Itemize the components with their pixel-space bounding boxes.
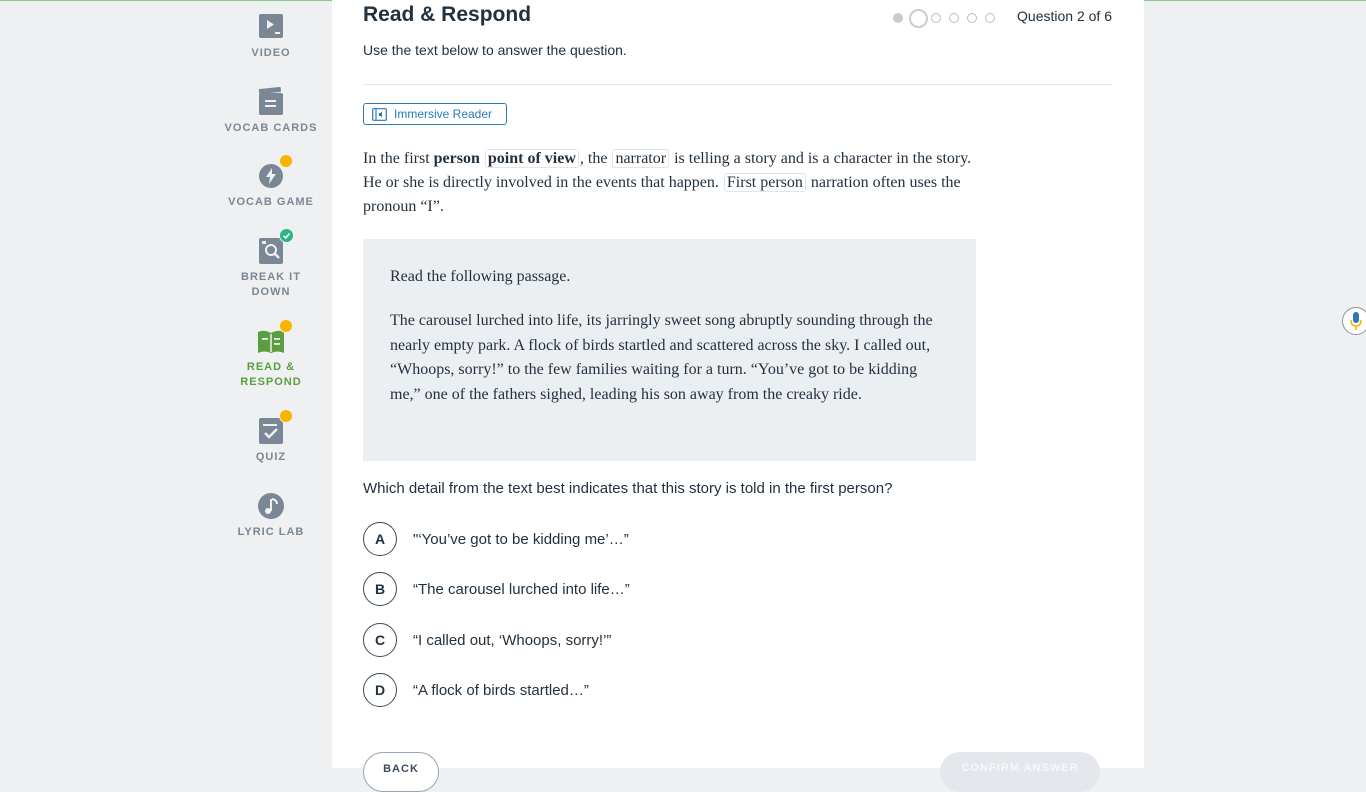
- answer-option-a[interactable]: [363, 521, 629, 557]
- intro-text: narration often uses the pronoun “I”.: [363, 174, 961, 215]
- sidebar-item-label: VIDEO: [251, 47, 291, 59]
- progress-dot[interactable]: [949, 13, 959, 23]
- header-divider: [363, 84, 1112, 85]
- label-line-2: RESPOND: [240, 376, 302, 388]
- sidebar-item-vocab-cards[interactable]: [211, 87, 331, 136]
- progress-dot-current[interactable]: [909, 9, 928, 28]
- pending-badge: [279, 409, 293, 423]
- instructions-text: Use the text below to answer the question.: [363, 42, 627, 58]
- passage-text: The carousel lurched into life, its jarringly sweet song abruptly sounding through the nearly empty park. A flock of birds startled and scattered across the sky. I called out, “Whoops, sorry!” to the few families waiting for a turn. “You’ve got to be kidding me,” one of the fathers sighed, leading his son away from the creaky ride.: [390, 312, 933, 403]
- intro-text: In the first: [363, 150, 434, 167]
- sidebar-item-label: [211, 360, 331, 390]
- question-progress: [893, 9, 1003, 27]
- sidebar-item-lyric-lab[interactable]: [211, 491, 331, 540]
- progress-dot[interactable]: [967, 13, 977, 23]
- option-text: “A flock of birds startled…”: [413, 681, 589, 699]
- magnify-grid-icon: [256, 236, 286, 266]
- immersive-reader-label: Immersive Reader: [394, 107, 493, 121]
- confirm-answer-button[interactable]: CONFIRM ANSWER: [940, 752, 1100, 792]
- option-letter: B: [363, 572, 397, 606]
- microphone-icon: [1349, 311, 1363, 331]
- pending-badge: [279, 319, 293, 333]
- progress-dot[interactable]: [931, 13, 941, 23]
- vocab-cards-icon: [256, 87, 286, 117]
- sidebar-item-vocab-game[interactable]: [211, 161, 331, 210]
- sidebar-item-label: LYRIC LAB: [237, 526, 305, 538]
- sidebar-item-quiz[interactable]: [211, 416, 331, 465]
- passage-box: [363, 239, 976, 461]
- option-letter: D: [363, 673, 397, 707]
- complete-check-icon: [279, 228, 294, 243]
- question-counter: Question 2 of 6: [1017, 8, 1112, 24]
- progress-dot-completed[interactable]: [893, 13, 903, 23]
- sidebar-item-break-it-down[interactable]: [211, 236, 331, 300]
- progress-dot[interactable]: [985, 13, 995, 23]
- label-line-1: READ &: [246, 361, 296, 373]
- intro-text: , the: [579, 150, 612, 167]
- sidebar-item-label: [211, 270, 331, 300]
- option-text: “I called out, ‘Whoops, sorry!’”: [413, 631, 612, 649]
- option-letter: C: [363, 623, 397, 657]
- label-line-1: BREAK IT: [241, 271, 301, 283]
- lightning-icon: [256, 161, 286, 191]
- sidebar-item-label: VOCAB GAME: [228, 196, 314, 208]
- open-book-icon: [256, 326, 286, 356]
- music-note-icon: [256, 491, 286, 521]
- immersive-reader-button[interactable]: [363, 103, 507, 125]
- vocab-term-narrator[interactable]: narrator: [612, 149, 669, 168]
- intro-bold-text: person: [433, 150, 480, 167]
- option-letter: A: [363, 522, 397, 556]
- main-panel: [332, 0, 1144, 775]
- sidebar-item-read-respond[interactable]: [211, 326, 331, 390]
- vocab-term-first-person[interactable]: First person: [724, 173, 806, 192]
- immersive-reader-icon: [372, 108, 387, 121]
- video-icon: [256, 12, 286, 42]
- sidebar-item-video[interactable]: [211, 12, 331, 61]
- answer-option-c[interactable]: [363, 622, 611, 658]
- intro-text: is telling a story and is a character in the story. He or she is directly involved in the events that happen.: [363, 150, 972, 191]
- vocab-term-point-of-view[interactable]: point of view: [485, 149, 579, 168]
- intro-paragraph: [363, 147, 978, 219]
- passage-lead: Read the following passage.: [390, 268, 571, 285]
- answer-option-d[interactable]: [363, 672, 589, 708]
- sidebar-item-label: VOCAB CARDS: [224, 122, 318, 134]
- pending-badge: [279, 154, 293, 168]
- question-text: Which detail from the text best indicates that this story is told in the first person?: [363, 480, 893, 497]
- option-text: “The carousel lurched into life…”: [413, 580, 630, 598]
- back-button[interactable]: BACK: [363, 752, 439, 792]
- label-line-2: DOWN: [251, 286, 291, 298]
- option-text: "‘You’ve got to be kidding me’…”: [413, 530, 629, 548]
- sidebar-item-label: QUIZ: [255, 451, 287, 463]
- answer-option-b[interactable]: [363, 571, 630, 607]
- microphone-button[interactable]: [1342, 307, 1366, 335]
- checklist-icon: [256, 416, 286, 446]
- page-title: Read & Respond: [363, 3, 532, 26]
